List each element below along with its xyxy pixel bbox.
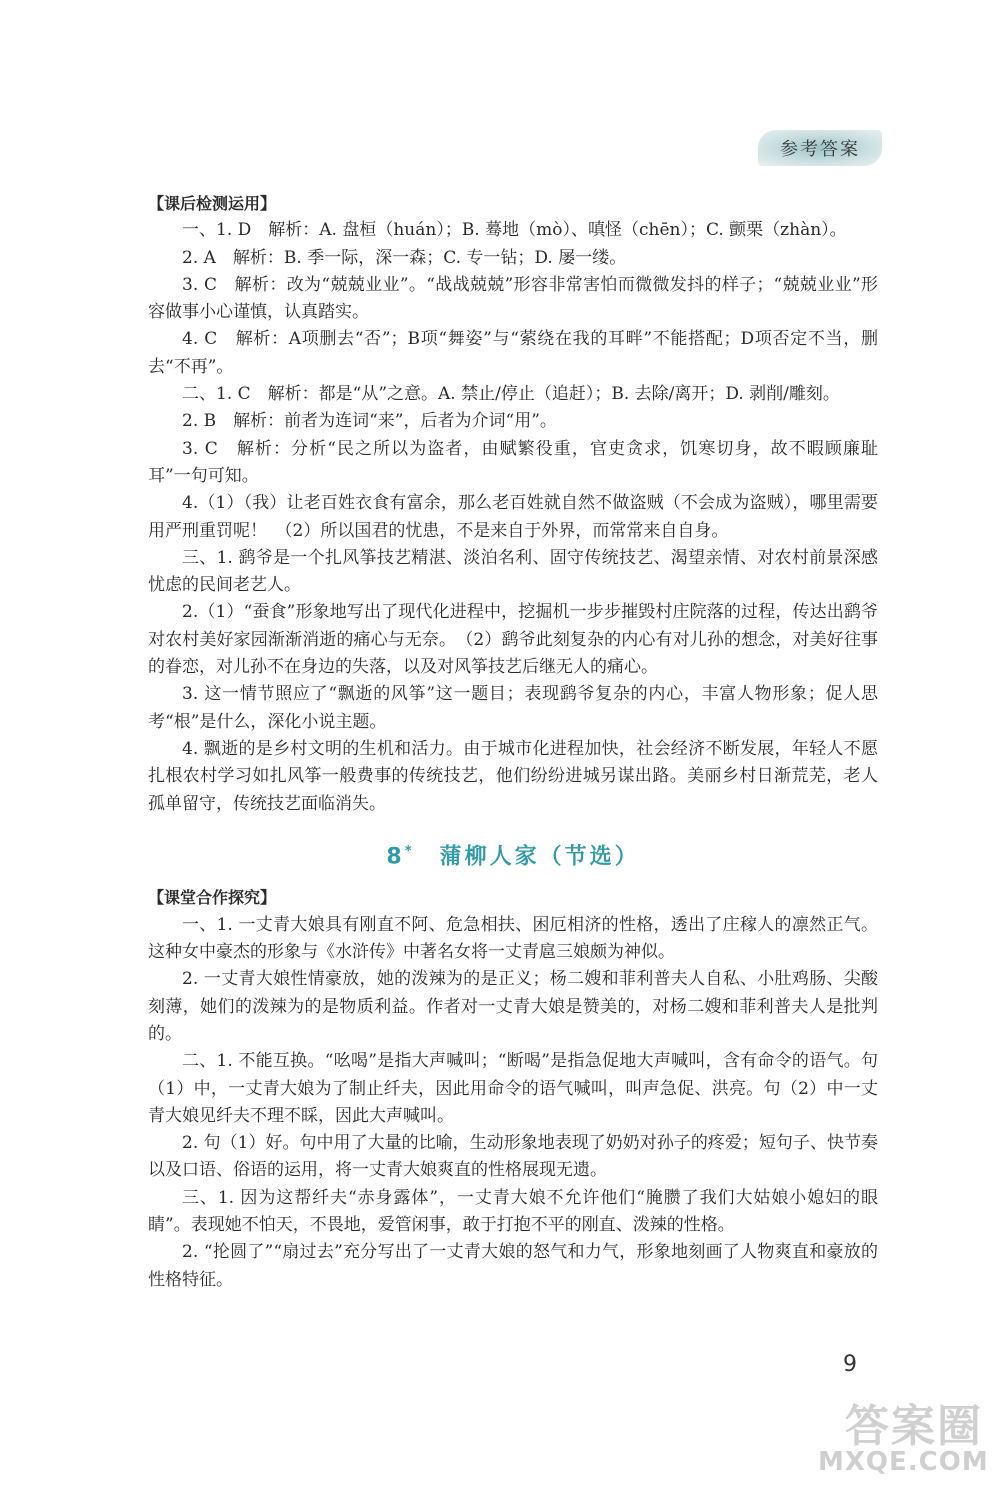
lesson-title (148, 838, 878, 871)
lesson-number: 8 (386, 844, 405, 870)
watermark-logo: 答案圈 (845, 1401, 983, 1452)
answer-paragraph: 三、1. 鹞爷是一个扎风筝技艺精湛、淡泊名利、固守传统技艺、渴望亲情、对农村前景深感忧虑的民间老艺人。 (148, 547, 878, 596)
answer-paragraph: 2. 句（1）好。句中用了大量的比喻，生动形象地表现了奶奶对孙子的疼爱；短句子、快节奏以及口语、俗语的运用，将一丈青大娘爽直的性格展现无遗。 (148, 1133, 878, 1181)
answer-paragraph: 2. B 解析：前者为连词“来”，后者为介词“用”。 (182, 411, 557, 432)
answer-paragraph: 一、1. D 解析：A. 盘桓（huán）；B. 蓦地（mò）、嗔怪（chēn）；C. 颤栗（zhàn）。 (182, 220, 847, 241)
watermark-url: MXQE.COM (818, 1447, 989, 1477)
lesson-title-text: 蒲柳人家（节选） (439, 844, 640, 870)
answer-paragraph: 三、1. 因为这帮纤夫“赤身露体”，一丈青大娘不允许他们“腌臜了我们大姑娘小媳妇的眼睛”。表现她不怕天，不畏地，爱管闲事，敢于打抱不平的刚直、泼辣的性格。 (148, 1187, 878, 1236)
section-heading-after-class: 【课后检测运用】 (148, 194, 277, 213)
answer-paragraph: 2. A 解析：B. 季一际，深一森；C. 专一钻；D. 屡一缕。 (182, 247, 627, 268)
answer-paragraph: 3. C 解析：改为“兢兢业业”。“战战兢兢”形容非常害怕而微微发抖的样子；“兢兢业业”形容做事小心谨慎，认真踏实。 (148, 274, 878, 323)
answer-content (148, 190, 878, 1294)
answer-paragraph: 2. “抡圆了”“扇过去”充分写出了一丈青大娘的怒气和力气，形象地刻画了人物爽直和豪放的性格特征。 (148, 1242, 878, 1290)
answer-paragraph: 2. 一丈青大娘性情豪放，她的泼辣为的是正义；杨二嫂和菲利普夫人自私、小肚鸡肠、尖酸刻薄，她们的泼辣为的是物质利益。作者对一丈青大娘是赞美的，对杨二嫂和菲利普夫人是批判的。 (148, 969, 878, 1044)
answer-paragraph: 二、1. 不能互换。“吆喝”是指大声喊叫；“断喝”是指急促地大声喊叫，含有命令的语气。句（1）中，一丈青大娘为了制止纤夫，因此用命令的语气喊叫，叫声急促、洪亮。句（2）中一丈青大娘见纤夫不理不睬，因此大声喊叫。 (148, 1051, 878, 1126)
answer-paragraph: 3. C 解析：分析“民之所以为盗者，由赋繁役重，官吏贪求，饥寒切身，故不暇顾廉耻耳”一句可知。 (148, 438, 878, 486)
page-number: 9 (843, 1352, 857, 1377)
lesson-mark: * (404, 843, 415, 859)
answer-key-badge: 参考答案 (758, 130, 882, 166)
answer-paragraph: 2.（1）“蚕食”形象地写出了现代化进程中，挖掘机一步步摧毁村庄院落的过程，传达出鹞爷对农村美好家园渐渐消逝的痛心与无奈。 （2）鹞爷此刻复杂的内心有对儿孙的想念，对美好往事的眷恋，对儿孙不在身边的失落，以及对风筝技艺后继无人的痛心。 (148, 602, 878, 678)
answer-paragraph: 4. 飘逝的是乡村文明的生机和活力。由于城市化进程加快，社会经济不断发展，年轻人不愿扎根农村学习如扎风筝一般费事的传统技艺，他们纷纷进城另谋出路。美丽乡村日渐荒芜，老人孤单留守，传统技艺面临消失。 (148, 738, 878, 814)
answer-paragraph: 4.（1）（我）让老百姓衣食有富余，那么老百姓就自然不做盗贼（不会成为盗贼），哪里需要用严刑重罚呢！ （2）所以国君的忧患，不是来自于外界，而常常来自自身。 (148, 493, 878, 541)
answer-paragraph: 4. C 解析：A项删去“否”；B项“舞姿”与“萦绕在我的耳畔”不能搭配；D项否定不当，删去“不再”。 (148, 329, 878, 377)
answer-paragraph: 3. 这一情节照应了“飘逝的风筝”这一题目；表现鹞爷复杂的内心，丰富人物形象；促人思考“根”是什么，深化小说主题。 (148, 684, 878, 732)
section-heading-in-class: 【课堂合作探究】 (148, 888, 277, 908)
answer-paragraph: 一、1. 一丈青大娘具有刚直不阿、危急相扶、困厄相济的性格，透出了庄稼人的凛然正气。这种女中豪杰的形象与《水浒传》中著名女将一丈青扈三娘颇为神似。 (148, 914, 878, 963)
answer-paragraph: 二、1. C 解析：都是“从”之意。A. 禁止/停止（追赶）；B. 去除/离开；D. 剥削/雕刻。 (182, 384, 840, 405)
